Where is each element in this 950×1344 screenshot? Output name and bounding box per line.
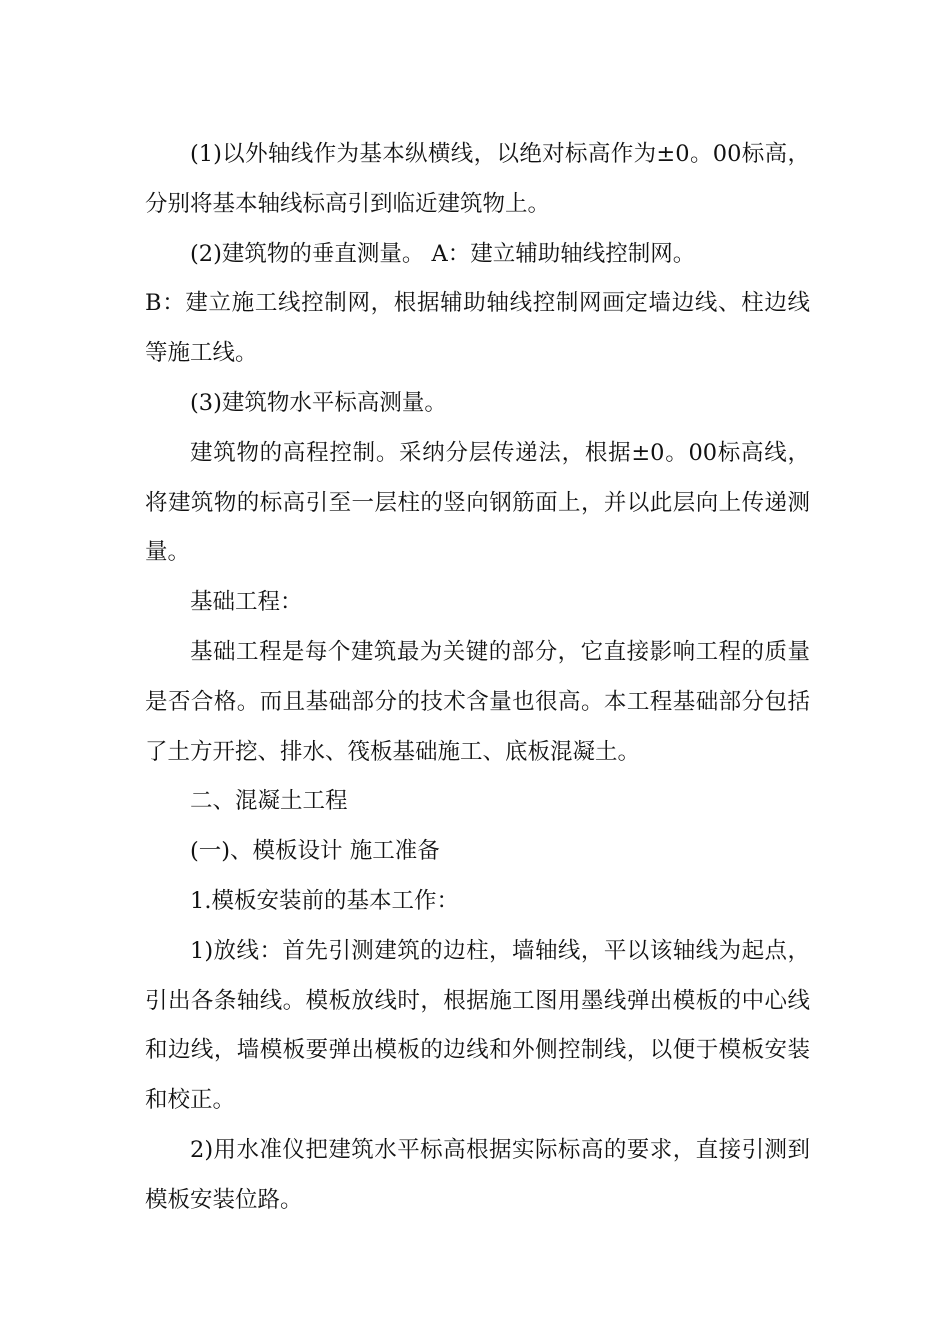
paragraph-foundation: 基础工程是每个建筑最为关键的部分，它直接影响工程的质量是否合格。而且基础部分的技术含量也很高。本工程基础部分包括了土方开挖、排水、筏板基础施工、底板混凝土。 bbox=[145, 638, 810, 765]
heading-foundation: 基础工程： bbox=[190, 589, 303, 616]
heading-formwork-design: (一)、模板设计 施工准备 bbox=[190, 838, 440, 865]
heading-basic-work: 1.模板安装前的基本工作： bbox=[190, 887, 459, 914]
paragraph-vertical-survey: (2)建筑物的垂直测量。 A：建立辅助轴线控制网。 bbox=[190, 240, 696, 267]
paragraph-construction-grid: B：建立施工线控制网，根据辅助轴线控制网画定墙边线、柱边线等施工线。 bbox=[145, 290, 810, 367]
paragraph-elevation-control: 建筑物的高程控制。采纳分层传递法，根据±0。00标高线，将建筑物的标高引至一层柱的竖向钢筋面上，并以此层向上传递测量。 bbox=[145, 439, 810, 566]
paragraph-leveling: 2)用水准仪把建筑水平标高根据实际标高的要求，直接引测到模板安装位路。 bbox=[145, 1136, 810, 1213]
heading-concrete: 二、混凝土工程 bbox=[190, 788, 348, 815]
paragraph-survey-axis: (1)以外轴线作为基本纵横线，以绝对标高作为±0。00标高，分别将基本轴线标高引到临近建筑物上。 bbox=[145, 141, 810, 217]
paragraph-setting-out: 1)放线：首先引测建筑的边柱，墙轴线，平以该轴线为起点，引出各条轴线。模板放线时，根据施工图用墨线弹出模板的中心线和边线，墙模板要弹出模板的边线和外侧控制线，以便于模板安装和校正。 bbox=[145, 937, 810, 1114]
paragraph-level-survey: (3)建筑物水平标高测量。 bbox=[190, 389, 447, 416]
body-text bbox=[145, 130, 810, 1226]
